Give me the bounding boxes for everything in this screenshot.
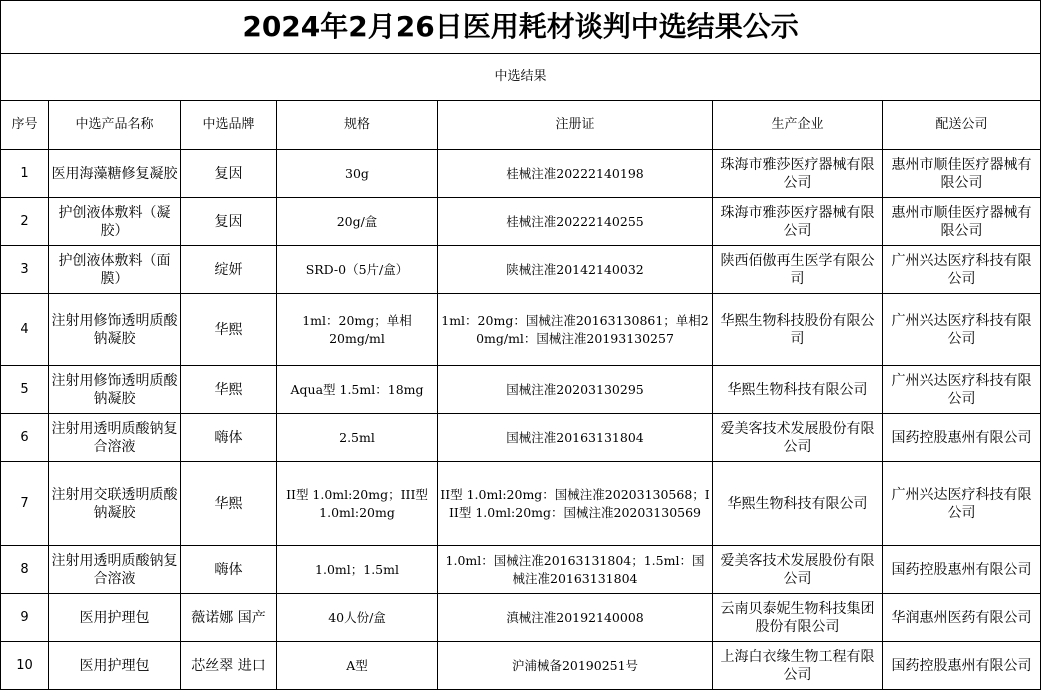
- cell-registration: 1ml：20mg：国械注准20163130861；单相20mg/ml：国械注准20193130257: [438, 294, 713, 366]
- header-cell-brand: 中选品牌: [181, 101, 277, 150]
- cell-registration: 沪浦械备20190251号: [438, 642, 713, 690]
- cell-spec: 30g: [277, 150, 438, 198]
- cell-registration: 桂械注准20222140198: [438, 150, 713, 198]
- cell-registration: II型 1.0ml:20mg：国械注准20203130568；III型 1.0ml:20mg：国械注准20203130569: [438, 462, 713, 546]
- cell-manufacturer: 爱美客技术发展股份有限公司: [713, 546, 883, 594]
- cell-brand: 嗨体: [181, 546, 277, 594]
- header-cell-distributor: 配送公司: [883, 101, 1041, 150]
- cell-product-name: 护创液体敷料（凝胶）: [49, 198, 181, 246]
- table-row: [1, 150, 1041, 198]
- cell-brand: 芯丝翠 进口: [181, 642, 277, 690]
- cell-index: 7: [1, 462, 49, 546]
- section-row: [1, 54, 1041, 101]
- cell-distributor: 国药控股惠州有限公司: [883, 414, 1041, 462]
- cell-manufacturer: 陕西佰傲再生医学有限公司: [713, 246, 883, 294]
- cell-product-name: 注射用修饰透明质酸钠凝胶: [49, 294, 181, 366]
- cell-distributor: 惠州市顺佳医疗器械有限公司: [883, 150, 1041, 198]
- cell-product-name: 医用护理包: [49, 594, 181, 642]
- cell-brand: 嗨体: [181, 414, 277, 462]
- section-label: 中选结果: [1, 54, 1041, 101]
- table-row: [1, 414, 1041, 462]
- cell-product-name: 注射用交联透明质酸钠凝胶: [49, 462, 181, 546]
- cell-distributor: 广州兴达医疗科技有限公司: [883, 246, 1041, 294]
- cell-index: 10: [1, 642, 49, 690]
- cell-distributor: 广州兴达医疗科技有限公司: [883, 294, 1041, 366]
- cell-registration: 桂械注准20222140255: [438, 198, 713, 246]
- cell-product-name: 护创液体敷料（面膜）: [49, 246, 181, 294]
- cell-spec: 1.0ml；1.5ml: [277, 546, 438, 594]
- table-row: [1, 546, 1041, 594]
- cell-spec: 40人份/盒: [277, 594, 438, 642]
- cell-registration: 1.0ml：国械注准20163131804；1.5ml：国械注准20163131804: [438, 546, 713, 594]
- cell-brand: 复因: [181, 198, 277, 246]
- cell-brand: 薇诺娜 国产: [181, 594, 277, 642]
- cell-product-name: 注射用透明质酸钠复合溶液: [49, 546, 181, 594]
- cell-index: 1: [1, 150, 49, 198]
- table-row: [1, 246, 1041, 294]
- cell-spec: 2.5ml: [277, 414, 438, 462]
- cell-brand: 华熙: [181, 294, 277, 366]
- cell-brand: 华熙: [181, 462, 277, 546]
- header-cell-registration: 注册证: [438, 101, 713, 150]
- cell-manufacturer: 华熙生物科技股份有限公司: [713, 294, 883, 366]
- cell-product-name: 医用护理包: [49, 642, 181, 690]
- cell-index: 4: [1, 294, 49, 366]
- cell-index: 8: [1, 546, 49, 594]
- document-title: 2024年2月26日医用耗材谈判中选结果公示: [1, 1, 1041, 54]
- title-row: [1, 1, 1041, 54]
- header-row: [1, 101, 1041, 150]
- cell-spec: A型: [277, 642, 438, 690]
- cell-manufacturer: 华熙生物科技有限公司: [713, 366, 883, 414]
- cell-index: 3: [1, 246, 49, 294]
- cell-distributor: 国药控股惠州有限公司: [883, 642, 1041, 690]
- cell-spec: SRD-0（5片/盒）: [277, 246, 438, 294]
- cell-brand: 复因: [181, 150, 277, 198]
- cell-manufacturer: 华熙生物科技有限公司: [713, 462, 883, 546]
- header-cell-index: 序号: [1, 101, 49, 150]
- cell-distributor: 广州兴达医疗科技有限公司: [883, 366, 1041, 414]
- cell-registration: 国械注准20163131804: [438, 414, 713, 462]
- table-row: [1, 294, 1041, 366]
- cell-brand: 华熙: [181, 366, 277, 414]
- header-cell-product-name: 中选产品名称: [49, 101, 181, 150]
- table-row: [1, 462, 1041, 546]
- table-row: [1, 198, 1041, 246]
- cell-index: 9: [1, 594, 49, 642]
- cell-spec: 1ml：20mg；单相20mg/ml: [277, 294, 438, 366]
- cell-product-name: 注射用透明质酸钠复合溶液: [49, 414, 181, 462]
- cell-manufacturer: 爱美客技术发展股份有限公司: [713, 414, 883, 462]
- cell-manufacturer: 云南贝泰妮生物科技集团股份有限公司: [713, 594, 883, 642]
- cell-spec: 20g/盒: [277, 198, 438, 246]
- cell-product-name: 注射用修饰透明质酸钠凝胶: [49, 366, 181, 414]
- cell-distributor: 惠州市顺佳医疗器械有限公司: [883, 198, 1041, 246]
- cell-spec: Aqua型 1.5ml：18mg: [277, 366, 438, 414]
- cell-manufacturer: 上海白衣缘生物工程有限公司: [713, 642, 883, 690]
- cell-product-name: 医用海藻糖修复凝胶: [49, 150, 181, 198]
- cell-index: 2: [1, 198, 49, 246]
- cell-registration: 滇械注准20192140008: [438, 594, 713, 642]
- cell-registration: 陕械注准20142140032: [438, 246, 713, 294]
- cell-registration: 国械注准20203130295: [438, 366, 713, 414]
- cell-manufacturer: 珠海市雅莎医疗器械有限公司: [713, 198, 883, 246]
- cell-spec: II型 1.0ml:20mg；III型 1.0ml:20mg: [277, 462, 438, 546]
- cell-index: 6: [1, 414, 49, 462]
- cell-distributor: 广州兴达医疗科技有限公司: [883, 462, 1041, 546]
- header-cell-spec: 规格: [277, 101, 438, 150]
- cell-brand: 绽妍: [181, 246, 277, 294]
- header-cell-manufacturer: 生产企业: [713, 101, 883, 150]
- table-row: [1, 642, 1041, 690]
- cell-index: 5: [1, 366, 49, 414]
- table-row: [1, 594, 1041, 642]
- cell-manufacturer: 珠海市雅莎医疗器械有限公司: [713, 150, 883, 198]
- cell-distributor: 国药控股惠州有限公司: [883, 546, 1041, 594]
- cell-distributor: 华润惠州医药有限公司: [883, 594, 1041, 642]
- table-row: [1, 366, 1041, 414]
